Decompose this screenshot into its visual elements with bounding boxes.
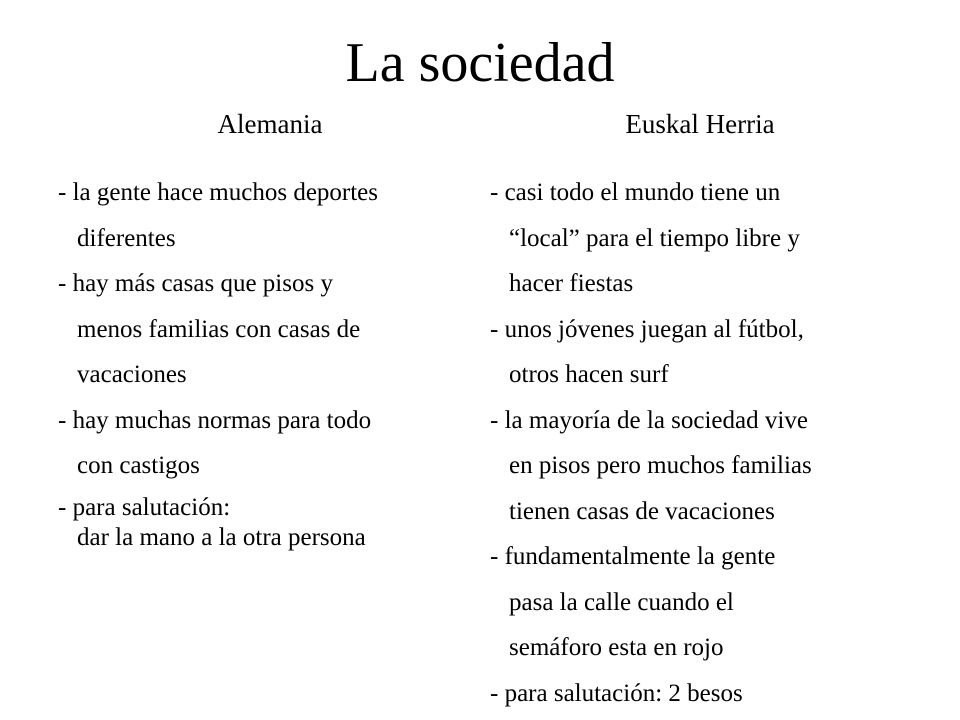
bullet-line: - la mayoría de la sociedad vive <box>490 406 808 434</box>
continuation-line: semáforo esta en rojo <box>509 634 724 661</box>
continuation-line: “local” para el tiempo libre y <box>509 224 800 252</box>
bullet-line: - casi todo el mundo tiene un <box>490 179 781 206</box>
continuation-line: tienen casas de vacaciones <box>509 497 775 525</box>
column-heading-euskal-herria: Euskal Herria <box>625 109 775 139</box>
euskal-herria-column <box>490 174 812 720</box>
column-heading-alemania: Alemania <box>217 109 323 139</box>
bullet-line: - la gente hace muchos deportes <box>58 179 379 206</box>
bullet-line: - unos jóvenes juegan al fútbol, <box>490 315 804 343</box>
continuation-line: en pisos pero muchos familias <box>509 452 812 479</box>
continuation-line: dar la mano a la otra persona <box>77 523 366 551</box>
continuation-line: vacaciones <box>77 361 187 388</box>
bullet-line: - fundamentalmente la gente <box>490 543 776 570</box>
bullet-line: - hay más casas que pisos y <box>58 270 333 297</box>
continuation-line: menos familias con casas de <box>77 315 361 343</box>
alemania-column <box>58 174 378 553</box>
continuation-line: pasa la calle cuando el <box>509 588 734 616</box>
bullet-line: - para salutación: 2 besos <box>490 679 743 707</box>
slide-title: La sociedad <box>345 32 615 94</box>
bullet-line: - para salutación: <box>58 493 231 521</box>
continuation-line: otros hacen surf <box>509 361 669 388</box>
continuation-line: hacer fiestas <box>509 270 634 297</box>
continuation-line: con castigos <box>77 452 200 479</box>
continuation-line: diferentes <box>77 224 176 252</box>
bullet-line: - hay muchas normas para todo <box>58 406 372 434</box>
